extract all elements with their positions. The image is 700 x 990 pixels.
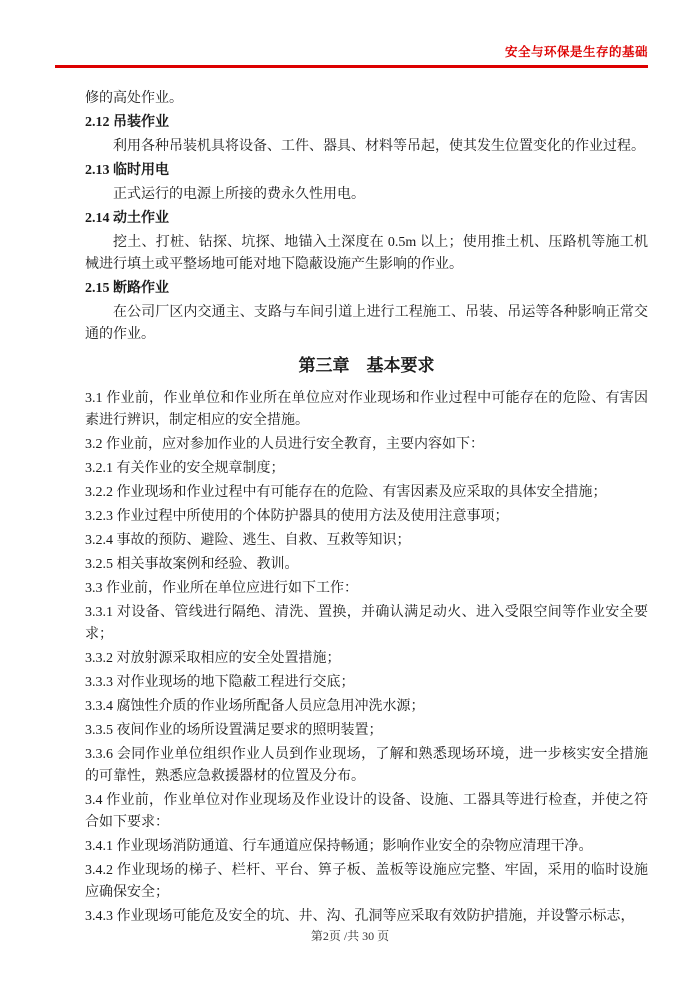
- page-footer: [0, 927, 700, 944]
- clause-3-3-6: 3.3.6 会同作业单位组织作业人员到作业现场，了解和熟悉现场环境，进一步核实安全措施的可靠性，熟悉应急救援器材的位置及分布。: [85, 747, 648, 784]
- clause-3-4: 3.4 作业前，作业单位对作业现场及作业设计的设备、设施、工器具等进行检查，并使之符合如下要求：: [85, 793, 648, 830]
- clause-3-3-3: 3.3.3 对作业现场的地下隐蔽工程进行交底；: [85, 675, 355, 690]
- section-heading-2-15: 2.15 断路作业: [85, 281, 169, 296]
- clause-3-1: 3.1 作业前，作业单位和作业所在单位应对作业现场和作业过程中可能存在的危险、有害因素进行辨识，制定相应的安全措施。: [85, 391, 648, 428]
- definition-2-15: 在公司厂区内交通主、支路与车间引道上进行工程施工、吊装、吊运等各种影响正常交通的作业。: [85, 305, 648, 342]
- clause-3-2-4: 3.2.4 事故的预防、避险、逃生、自救、互救等知识；: [85, 533, 411, 548]
- page-header: [55, 42, 648, 68]
- clause-3-3-1: 3.3.1 对设备、管线进行隔绝、清洗、置换，并确认满足动火、进入受限空间等作业安全要求；: [85, 605, 648, 642]
- clause-3-3-4: 3.3.4 腐蚀性介质的作业场所配备人员应急用冲洗水源；: [85, 699, 425, 714]
- definition-2-12: 利用各种吊装机具将设备、工件、器具、材料等吊起，使其发生位置变化的作业过程。: [113, 139, 645, 154]
- page-number: 第2页 /共 30 页: [310, 929, 390, 943]
- document-body: [85, 88, 648, 928]
- definition-2-13: 正式运行的电源上所接的费永久性用电。: [113, 187, 365, 202]
- header-slogan: 安全与环保是生存的基础: [504, 45, 648, 59]
- clause-3-3-5: 3.3.5 夜间作业的场所设置满足要求的照明装置；: [85, 723, 383, 738]
- section-heading-2-14: 2.14 动土作业: [85, 211, 169, 226]
- section-heading-2-13: 2.13 临时用电: [85, 163, 169, 178]
- clause-3-2-5: 3.2.5 相关事故案例和经验、教训。: [85, 557, 299, 572]
- clause-3-2-1: 3.2.1 有关作业的安全规章制度；: [85, 461, 285, 476]
- chapter-3-heading: 第三章 基本要求: [298, 356, 435, 375]
- paragraph-continuation: 修的高处作业。: [85, 91, 183, 106]
- clause-3-3: 3.3 作业前，作业所在单位应进行如下工作：: [85, 581, 358, 596]
- section-heading-2-12: 2.12 吊装作业: [85, 115, 169, 130]
- clause-3-2-3: 3.2.3 作业过程中所使用的个体防护器具的使用方法及使用注意事项；: [85, 509, 509, 524]
- definition-2-14: 挖土、打桩、钻探、坑探、地锚入土深度在 0.5m 以上；使用推土机、压路机等施工机械进行填土或平整场地可能对地下隐蔽设施产生影响的作业。: [85, 235, 648, 272]
- clause-3-2-2: 3.2.2 作业现场和作业过程中有可能存在的危险、有害因素及应采取的具体安全措施；: [85, 485, 607, 500]
- clause-3-4-3: 3.4.3 作业现场可能危及安全的坑、井、沟、孔洞等应采取有效防护措施，并设警示标志，: [85, 909, 635, 924]
- clause-3-4-2: 3.4.2 作业现场的梯子、栏杆、平台、箅子板、盖板等设施应完整、牢固，采用的临时设施应确保安全；: [85, 863, 648, 900]
- clause-3-3-2: 3.3.2 对放射源采取相应的安全处置措施；: [85, 651, 341, 666]
- clause-3-4-1: 3.4.1 作业现场消防通道、行车通道应保持畅通；影响作业安全的杂物应清理干净。: [85, 839, 593, 854]
- clause-3-2: 3.2 作业前，应对参加作业的人员进行安全教育，主要内容如下：: [85, 437, 484, 452]
